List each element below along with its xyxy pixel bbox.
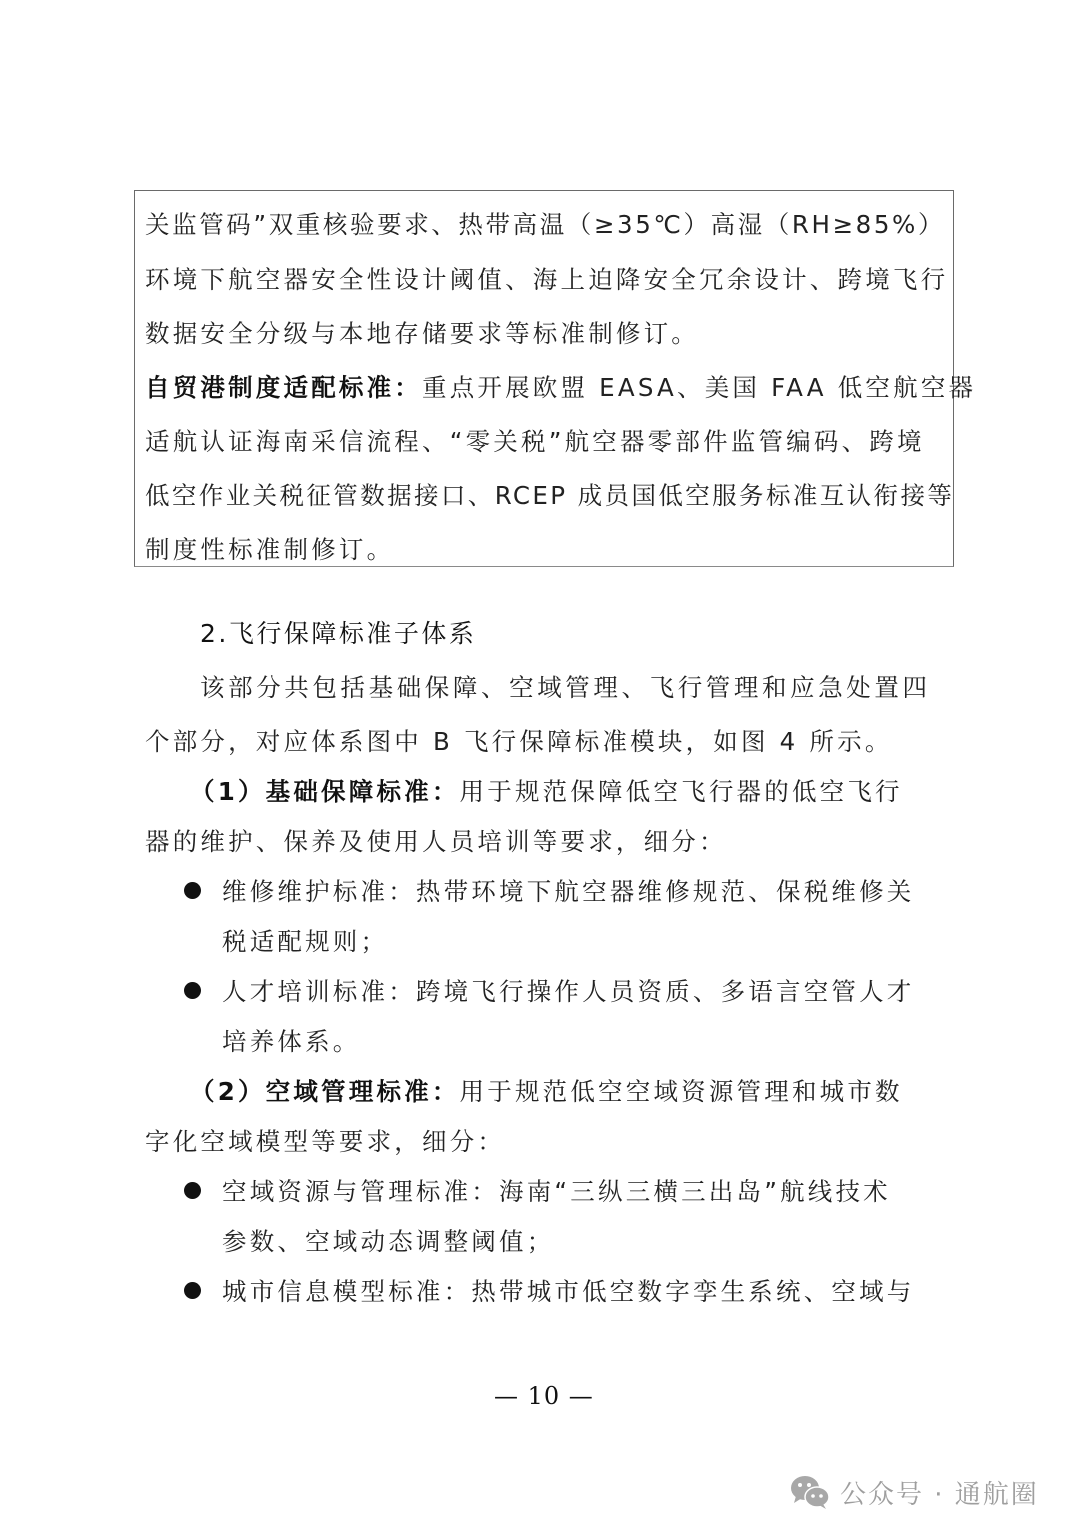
ftz-standard-line-1 bbox=[145, 372, 976, 404]
watermark-text: 公众号 · 通航圈 bbox=[840, 1479, 1039, 1510]
item1-line-2: 器的维护、保养及使用人员培训等要求，细分： bbox=[145, 827, 727, 856]
item2-line-1 bbox=[190, 1076, 903, 1108]
item1-label: （1）基础保障标准： bbox=[190, 777, 460, 806]
wechat-icon bbox=[790, 1474, 830, 1510]
bullet-icon bbox=[184, 982, 201, 999]
intro-line-1: 该部分共包括基础保障、空域管理、飞行管理和应急处置四 bbox=[200, 673, 931, 702]
bullet-icon bbox=[184, 1182, 201, 1199]
bullet-3-line-2: 参数、空域动态调整阈值； bbox=[222, 1227, 555, 1256]
item2-line-2: 字化空域模型等要求，细分： bbox=[145, 1127, 506, 1156]
item1-line-1 bbox=[190, 776, 903, 808]
item2-text: 用于规范低空空域资源管理和城市数 bbox=[459, 1077, 903, 1106]
watermark bbox=[790, 1472, 1039, 1512]
ftz-standard-line-2: 适航认证海南采信流程、“零关税”航空器零部件监管编码、跨境 bbox=[145, 427, 925, 456]
intro-line-2: 个部分，对应体系图中 B 飞行保障标准模块，如图 4 所示。 bbox=[145, 727, 893, 756]
bullet-2-line-1: 人才培训标准：跨境飞行操作人员资质、多语言空管人才 bbox=[222, 977, 915, 1006]
item2-label: （2）空域管理标准： bbox=[190, 1077, 460, 1106]
bullet-1-line-2: 税适配规则； bbox=[222, 927, 389, 956]
box-line-1: 关监管码”双重核验要求、热带高温（≥35℃）高湿（RH≥85%） bbox=[145, 210, 946, 239]
bullet-4-line-1: 城市信息模型标准：热带城市低空数字孪生系统、空域与 bbox=[222, 1277, 915, 1306]
ftz-standard-line-4: 制度性标准制修订。 bbox=[145, 535, 395, 564]
box-line-3: 数据安全分级与本地存储要求等标准制修订。 bbox=[145, 319, 699, 348]
bullet-icon bbox=[184, 1282, 201, 1299]
ftz-standard-line-3: 低空作业关税征管数据接口、RCEP 成员国低空服务标准互认衔接等 bbox=[145, 481, 955, 510]
bullet-3-line-1: 空域资源与管理标准：海南“三纵三横三出岛”航线技术 bbox=[222, 1177, 891, 1206]
item1-text: 用于规范保障低空飞行器的低空飞行 bbox=[459, 777, 903, 806]
ftz-standard-label: 自贸港制度适配标准： bbox=[145, 373, 422, 402]
bullet-icon bbox=[184, 882, 201, 899]
ftz-standard-text: 重点开展欧盟 EASA、美国 FAA 低空航空器 bbox=[422, 373, 977, 402]
box-line-2: 环境下航空器安全性设计阈值、海上迫降安全冗余设计、跨境飞行 bbox=[145, 265, 949, 294]
bullet-1-line-1: 维修维护标准：热带环境下航空器维修规范、保税维修关 bbox=[222, 877, 915, 906]
page-number: — 10 — bbox=[494, 1382, 594, 1410]
section-heading: 2.飞行保障标准子体系 bbox=[200, 619, 477, 648]
bullet-2-line-2: 培养体系。 bbox=[222, 1027, 361, 1056]
